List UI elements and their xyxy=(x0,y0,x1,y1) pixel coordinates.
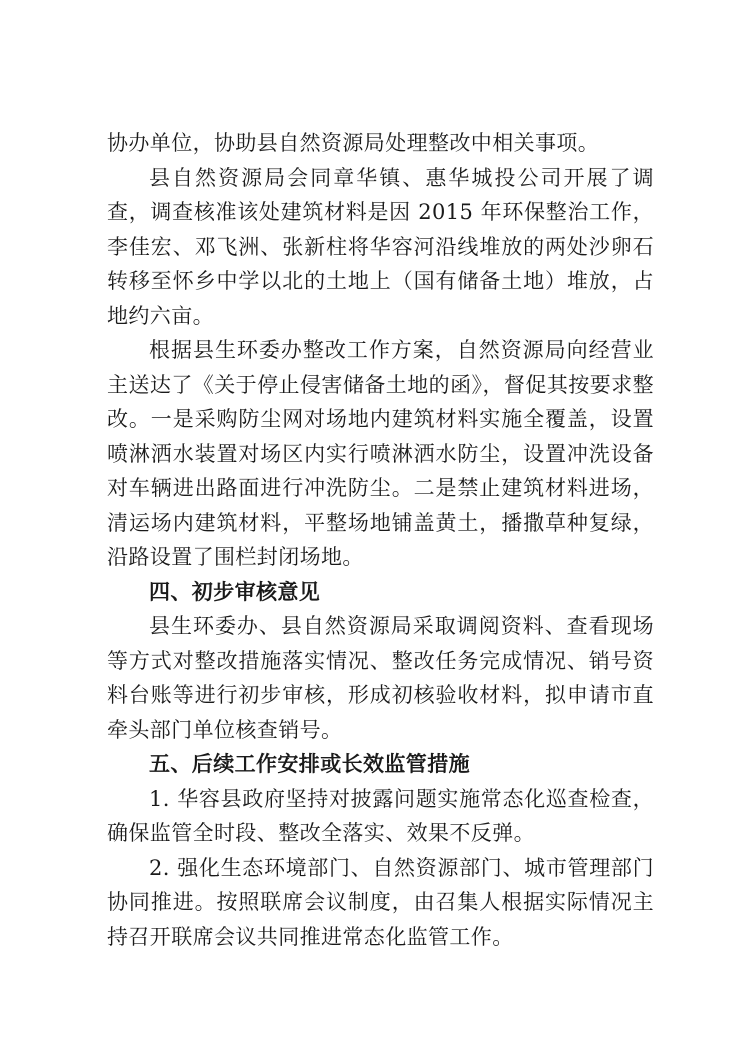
paragraph-measure-2: 2. 强化生态环境部门、自然资源部门、城市管理部门协同推进。按照联席会议制度，由召集人根据实际情况主持召开联席会议共同推进常态化监管工作。 xyxy=(107,855,654,949)
paragraph-investigation: 县自然资源局会同章华镇、惠华城投公司开展了调查，调查核准该处建筑材料是因 2015 年环保整治工作，李佳宏、邓飞洲、张新柱将华容河沿线堆放的两处沙卵石转移至怀乡中学以北的土地上（国有储备土地）堆放，占地约六亩。 xyxy=(107,165,654,328)
paragraph-measure-1: 1. 华容县政府坚持对披露问题实施常态化巡查检查，确保监管全时段、整改全落实、效果不反弹。 xyxy=(107,786,654,845)
section-heading-preliminary-review: 四、初步审核意见 xyxy=(149,579,321,604)
section-heading-follow-up: 五、后续工作安排或长效监管措施 xyxy=(149,752,470,776)
paragraph-rectification: 根据县生环委办整改工作方案，自然资源局向经营业主送达了《关于停止侵害储备土地的函》，督促其按要求整改。一是采购防尘网对场地内建筑材料实施全覆盖，设置喷淋洒水装置对场区内实行喷淋洒水防尘，设置冲洗设备对车辆进出路面进行冲洗防尘。二是禁止建筑材料进场，清运场内建筑材料，平整场地铺盖黄土，播撒草种复绿，沿路设置了围栏封闭场地。 xyxy=(107,338,654,569)
paragraph-continuation: 协办单位，协助县自然资源局处理整改中相关事项。 xyxy=(107,131,600,155)
paragraph-preliminary-review: 县生环委办、县自然资源局采取调阅资料、查看现场等方式对整改措施落实情况、整改任务完成情况、销号资料台账等进行初步审核，形成初核验收材料，拟申请市直牵头部门单位核查销号。 xyxy=(107,614,654,742)
